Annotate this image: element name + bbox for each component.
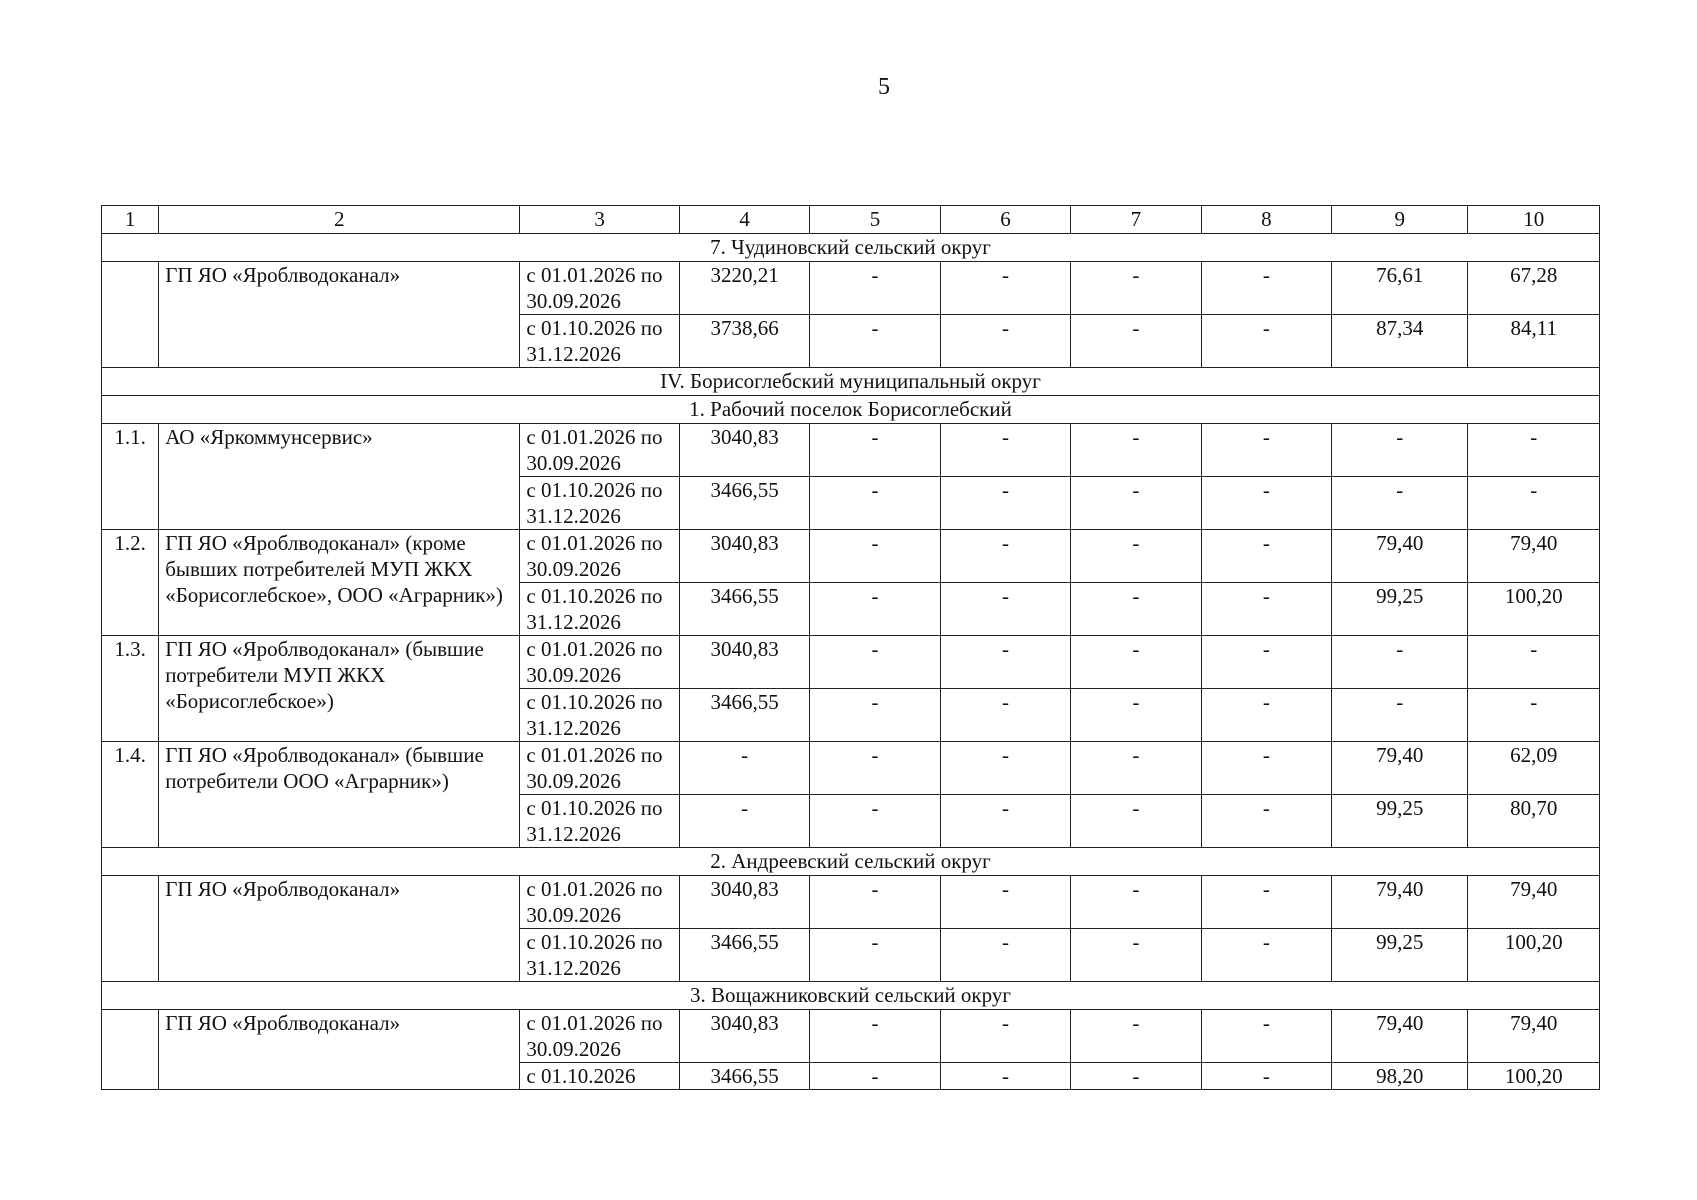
value-cell: -: [940, 583, 1070, 636]
value-cell: -: [810, 929, 940, 982]
value-cell: 3466,55: [679, 583, 809, 636]
value-cell: 100,20: [1468, 1063, 1600, 1090]
value-cell: -: [1201, 530, 1331, 583]
period-cell: с 01.01.2026 по 30.09.2026: [520, 636, 680, 689]
value-cell: -: [940, 929, 1070, 982]
organization-name: ГП ЯО «Яроблводоканал» (бывшие потребители ООО «Аграрник»): [159, 742, 520, 848]
section-title: 7. Чудиновский сельский округ: [102, 234, 1600, 262]
value-cell: 79,40: [1332, 1010, 1468, 1063]
tariff-table: [101, 205, 1600, 1090]
value-cell: 99,25: [1332, 795, 1468, 848]
value-cell: -: [810, 689, 940, 742]
value-cell: -: [940, 795, 1070, 848]
value-cell: -: [679, 795, 809, 848]
section-row: [102, 396, 1600, 424]
column-number-9: 9: [1332, 206, 1468, 234]
value-cell: -: [679, 742, 809, 795]
organization-name: АО «Яркоммунсервис»: [159, 424, 520, 530]
value-cell: -: [940, 636, 1070, 689]
value-cell: -: [1071, 583, 1201, 636]
column-number-2: 2: [159, 206, 520, 234]
value-cell: -: [1071, 636, 1201, 689]
table-row: [102, 530, 1600, 583]
row-number: 1.2.: [102, 530, 159, 636]
section-title: 3. Вощажниковский сельский округ: [102, 982, 1600, 1010]
value-cell: -: [1071, 1010, 1201, 1063]
value-cell: -: [940, 262, 1070, 315]
value-cell: -: [1071, 262, 1201, 315]
value-cell: 3220,21: [679, 262, 809, 315]
value-cell: -: [810, 530, 940, 583]
value-cell: -: [940, 689, 1070, 742]
value-cell: 3040,83: [679, 530, 809, 583]
value-cell: -: [940, 1063, 1070, 1090]
section-row: [102, 234, 1600, 262]
value-cell: 84,11: [1468, 315, 1600, 368]
value-cell: -: [810, 583, 940, 636]
period-cell: с 01.10.2026 по 31.12.2026: [520, 477, 680, 530]
value-cell: -: [1071, 315, 1201, 368]
period-cell: с 01.10.2026 по 31.12.2026: [520, 583, 680, 636]
value-cell: -: [1071, 530, 1201, 583]
period-cell: с 01.01.2026 по 30.09.2026: [520, 742, 680, 795]
value-cell: -: [1071, 876, 1201, 929]
value-cell: 79,40: [1332, 530, 1468, 583]
column-number-1: 1: [102, 206, 159, 234]
value-cell: -: [940, 742, 1070, 795]
column-number-row: [102, 206, 1600, 234]
table-row: [102, 424, 1600, 477]
organization-name: ГП ЯО «Яроблводоканал»: [159, 1010, 520, 1090]
value-cell: -: [1071, 1063, 1201, 1090]
section-title: IV. Борисоглебский муниципальный округ: [102, 368, 1600, 396]
value-cell: -: [940, 477, 1070, 530]
value-cell: -: [940, 530, 1070, 583]
value-cell: -: [940, 876, 1070, 929]
value-cell: 80,70: [1468, 795, 1600, 848]
value-cell: -: [810, 1063, 940, 1090]
value-cell: -: [940, 1010, 1070, 1063]
value-cell: -: [1468, 689, 1600, 742]
column-number-8: 8: [1201, 206, 1331, 234]
value-cell: 76,61: [1332, 262, 1468, 315]
section-title: 2. Андреевский сельский округ: [102, 848, 1600, 876]
value-cell: 79,40: [1468, 530, 1600, 583]
section-row: [102, 982, 1600, 1010]
value-cell: -: [1201, 876, 1331, 929]
value-cell: 3040,83: [679, 424, 809, 477]
value-cell: 100,20: [1468, 929, 1600, 982]
section-row: [102, 848, 1600, 876]
value-cell: -: [810, 742, 940, 795]
value-cell: 62,09: [1468, 742, 1600, 795]
period-cell: с 01.01.2026 по 30.09.2026: [520, 262, 680, 315]
organization-name: ГП ЯО «Яроблводоканал»: [159, 262, 520, 368]
table-row: [102, 262, 1600, 315]
row-number: 1.1.: [102, 424, 159, 530]
section-title: 1. Рабочий поселок Борисоглебский: [102, 396, 1600, 424]
value-cell: -: [810, 795, 940, 848]
value-cell: 3040,83: [679, 876, 809, 929]
organization-name: ГП ЯО «Яроблводоканал» (бывшие потребители МУП ЖКХ «Борисоглебское»): [159, 636, 520, 742]
table-row: [102, 876, 1600, 929]
row-number: 1.4.: [102, 742, 159, 848]
value-cell: -: [1468, 636, 1600, 689]
period-cell: с 01.10.2026 по 31.12.2026: [520, 689, 680, 742]
value-cell: 87,34: [1332, 315, 1468, 368]
value-cell: -: [1201, 424, 1331, 477]
value-cell: -: [810, 262, 940, 315]
value-cell: 3466,55: [679, 477, 809, 530]
value-cell: -: [810, 477, 940, 530]
period-cell: с 01.10.2026 по 31.12.2026: [520, 929, 680, 982]
value-cell: -: [1332, 424, 1468, 477]
value-cell: 98,20: [1332, 1063, 1468, 1090]
period-cell: с 01.01.2026 по 30.09.2026: [520, 876, 680, 929]
row-number: [102, 876, 159, 982]
value-cell: 79,40: [1332, 742, 1468, 795]
organization-name: ГП ЯО «Яроблводоканал» (кроме бывших потребителей МУП ЖКХ «Борисоглебское», ООО «Аграрник»): [159, 530, 520, 636]
value-cell: -: [1071, 477, 1201, 530]
value-cell: -: [1201, 689, 1331, 742]
value-cell: -: [810, 315, 940, 368]
row-number: [102, 262, 159, 368]
period-cell: с 01.10.2026 по 31.12.2026: [520, 315, 680, 368]
table-row: [102, 636, 1600, 689]
value-cell: -: [810, 876, 940, 929]
value-cell: -: [1332, 689, 1468, 742]
value-cell: -: [1071, 424, 1201, 477]
value-cell: 99,25: [1332, 583, 1468, 636]
value-cell: 3738,66: [679, 315, 809, 368]
value-cell: -: [1201, 262, 1331, 315]
value-cell: -: [1468, 424, 1600, 477]
value-cell: -: [1201, 929, 1331, 982]
value-cell: -: [1201, 742, 1331, 795]
organization-name: ГП ЯО «Яроблводоканал»: [159, 876, 520, 982]
value-cell: 3040,83: [679, 636, 809, 689]
period-cell: с 01.10.2026: [520, 1063, 680, 1090]
row-number: [102, 1010, 159, 1090]
value-cell: -: [1332, 477, 1468, 530]
value-cell: 3466,55: [679, 929, 809, 982]
value-cell: -: [1201, 1010, 1331, 1063]
section-row: [102, 368, 1600, 396]
value-cell: -: [1071, 742, 1201, 795]
value-cell: 79,40: [1468, 1010, 1600, 1063]
period-cell: с 01.01.2026 по 30.09.2026: [520, 1010, 680, 1063]
value-cell: 3466,55: [679, 1063, 809, 1090]
value-cell: 99,25: [1332, 929, 1468, 982]
value-cell: -: [940, 315, 1070, 368]
value-cell: 79,40: [1468, 876, 1600, 929]
period-cell: с 01.10.2026 по 31.12.2026: [520, 795, 680, 848]
value-cell: -: [1201, 583, 1331, 636]
value-cell: 67,28: [1468, 262, 1600, 315]
value-cell: -: [1201, 1063, 1331, 1090]
value-cell: -: [810, 1010, 940, 1063]
value-cell: -: [1201, 477, 1331, 530]
value-cell: -: [1071, 689, 1201, 742]
table-row: [102, 1010, 1600, 1063]
value-cell: -: [940, 424, 1070, 477]
value-cell: -: [1332, 636, 1468, 689]
value-cell: 3466,55: [679, 689, 809, 742]
table-row: [102, 742, 1600, 795]
column-number-10: 10: [1468, 206, 1600, 234]
value-cell: -: [810, 636, 940, 689]
column-number-4: 4: [679, 206, 809, 234]
column-number-5: 5: [810, 206, 940, 234]
value-cell: -: [1071, 929, 1201, 982]
value-cell: -: [810, 424, 940, 477]
value-cell: -: [1201, 795, 1331, 848]
period-cell: с 01.01.2026 по 30.09.2026: [520, 424, 680, 477]
value-cell: -: [1468, 477, 1600, 530]
value-cell: 3040,83: [679, 1010, 809, 1063]
column-number-7: 7: [1071, 206, 1201, 234]
row-number: 1.3.: [102, 636, 159, 742]
value-cell: -: [1201, 636, 1331, 689]
page-number: 5: [878, 74, 890, 100]
column-number-3: 3: [520, 206, 680, 234]
value-cell: 79,40: [1332, 876, 1468, 929]
value-cell: 100,20: [1468, 583, 1600, 636]
value-cell: -: [1071, 795, 1201, 848]
column-number-6: 6: [940, 206, 1070, 234]
value-cell: -: [1201, 315, 1331, 368]
period-cell: с 01.01.2026 по 30.09.2026: [520, 530, 680, 583]
